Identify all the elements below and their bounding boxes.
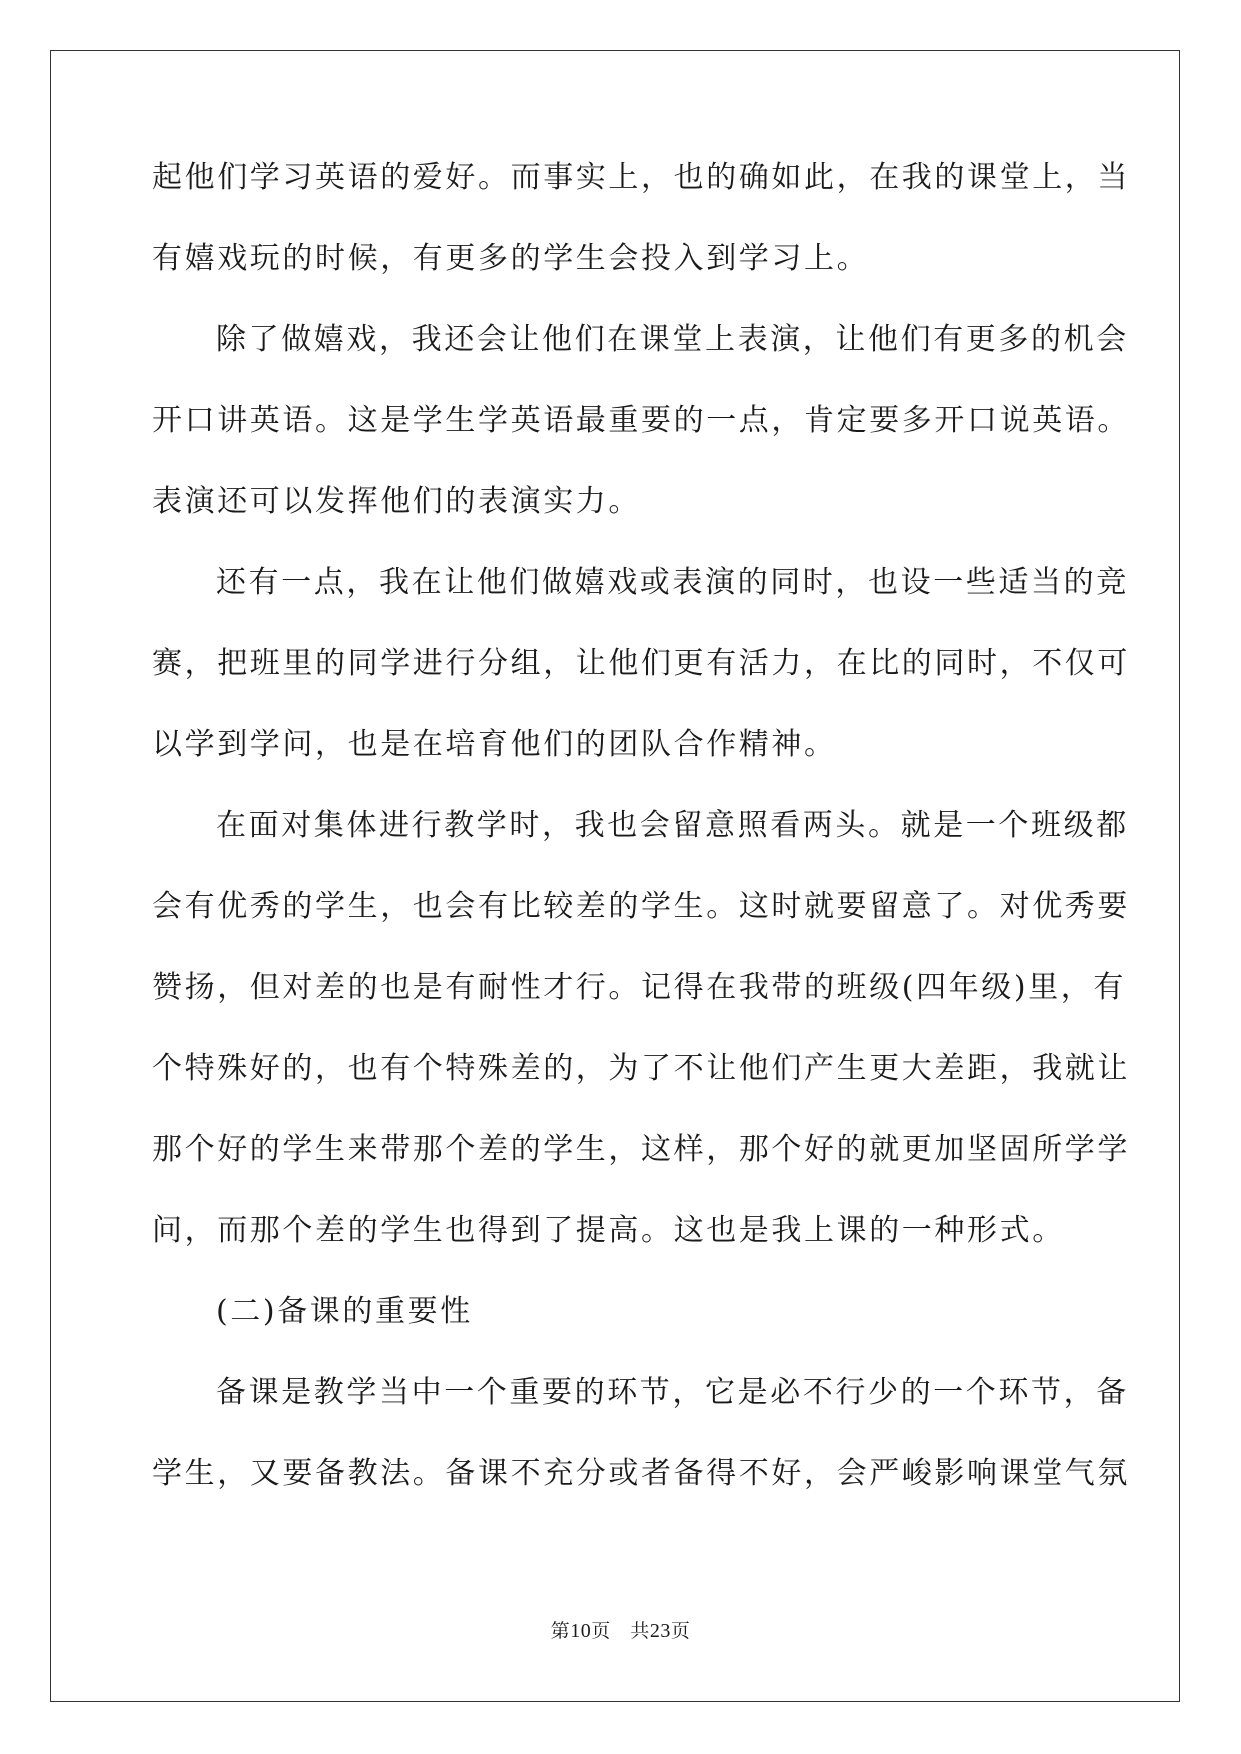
current-page-number: 10 [570,1620,592,1642]
document-body [152,158,1130,1535]
text-line-17: 学生，又要备教法。备课不充分或者备得不好，会严峻影响课堂气氛 [152,1456,1130,1491]
text-line-8: 以学到学问，也是在培育他们的团队合作精神。 [152,727,837,762]
text-line-14: 问，而那个差的学生也得到了提高。这也是我上课的一种形式。 [152,1213,1065,1248]
text-line-1: 起他们学习英语的爱好。而事实上，也的确如此，在我的课堂上，当 [152,160,1130,195]
text-line-6: 还有一点，我在让他们做嬉戏或表演的同时，也设一些适当的竞 [216,565,1129,600]
page-footer [0,1616,1241,1643]
text-line-3: 除了做嬉戏，我还会让他们在课堂上表演，让他们有更多的机会 [216,322,1129,357]
text-line-2: 有嬉戏玩的时候，有更多的学生会投入到学习上。 [152,241,870,276]
section-heading: (二)备课的重要性 [216,1294,473,1329]
text-line-11: 赞扬，但对差的也是有耐性才行。记得在我带的班级(四年级)里，有 [152,970,1127,1005]
text-line-5: 表演还可以发挥他们的表演实力。 [152,484,641,519]
footer-suffix: 页 [670,1620,691,1642]
text-line-12: 个特殊好的，也有个特殊差的，为了不让他们产生更大差距，我就让 [152,1051,1130,1086]
text-line-10: 会有优秀的学生，也会有比较差的学生。这时就要留意了。对优秀要 [152,889,1130,924]
text-line-7: 赛，把班里的同学进行分组，让他们更有活力，在比的同时，不仅可 [152,646,1130,681]
text-line-9: 在面对集体进行教学时，我也会留意照看两头。就是一个班级都 [216,808,1129,843]
total-page-count: 23 [649,1620,671,1642]
text-line-13: 那个好的学生来带那个差的学生，这样，那个好的就更加坚固所学学 [152,1132,1130,1167]
text-line-16: 备课是教学当中一个重要的环节，它是必不行少的一个环节，备 [216,1375,1129,1410]
text-line-4: 开口讲英语。这是学生学英语最重要的一点，肯定要多开口说英语。 [152,403,1130,438]
footer-prefix: 第 [550,1620,571,1642]
footer-mid: 页 共 [591,1620,650,1642]
